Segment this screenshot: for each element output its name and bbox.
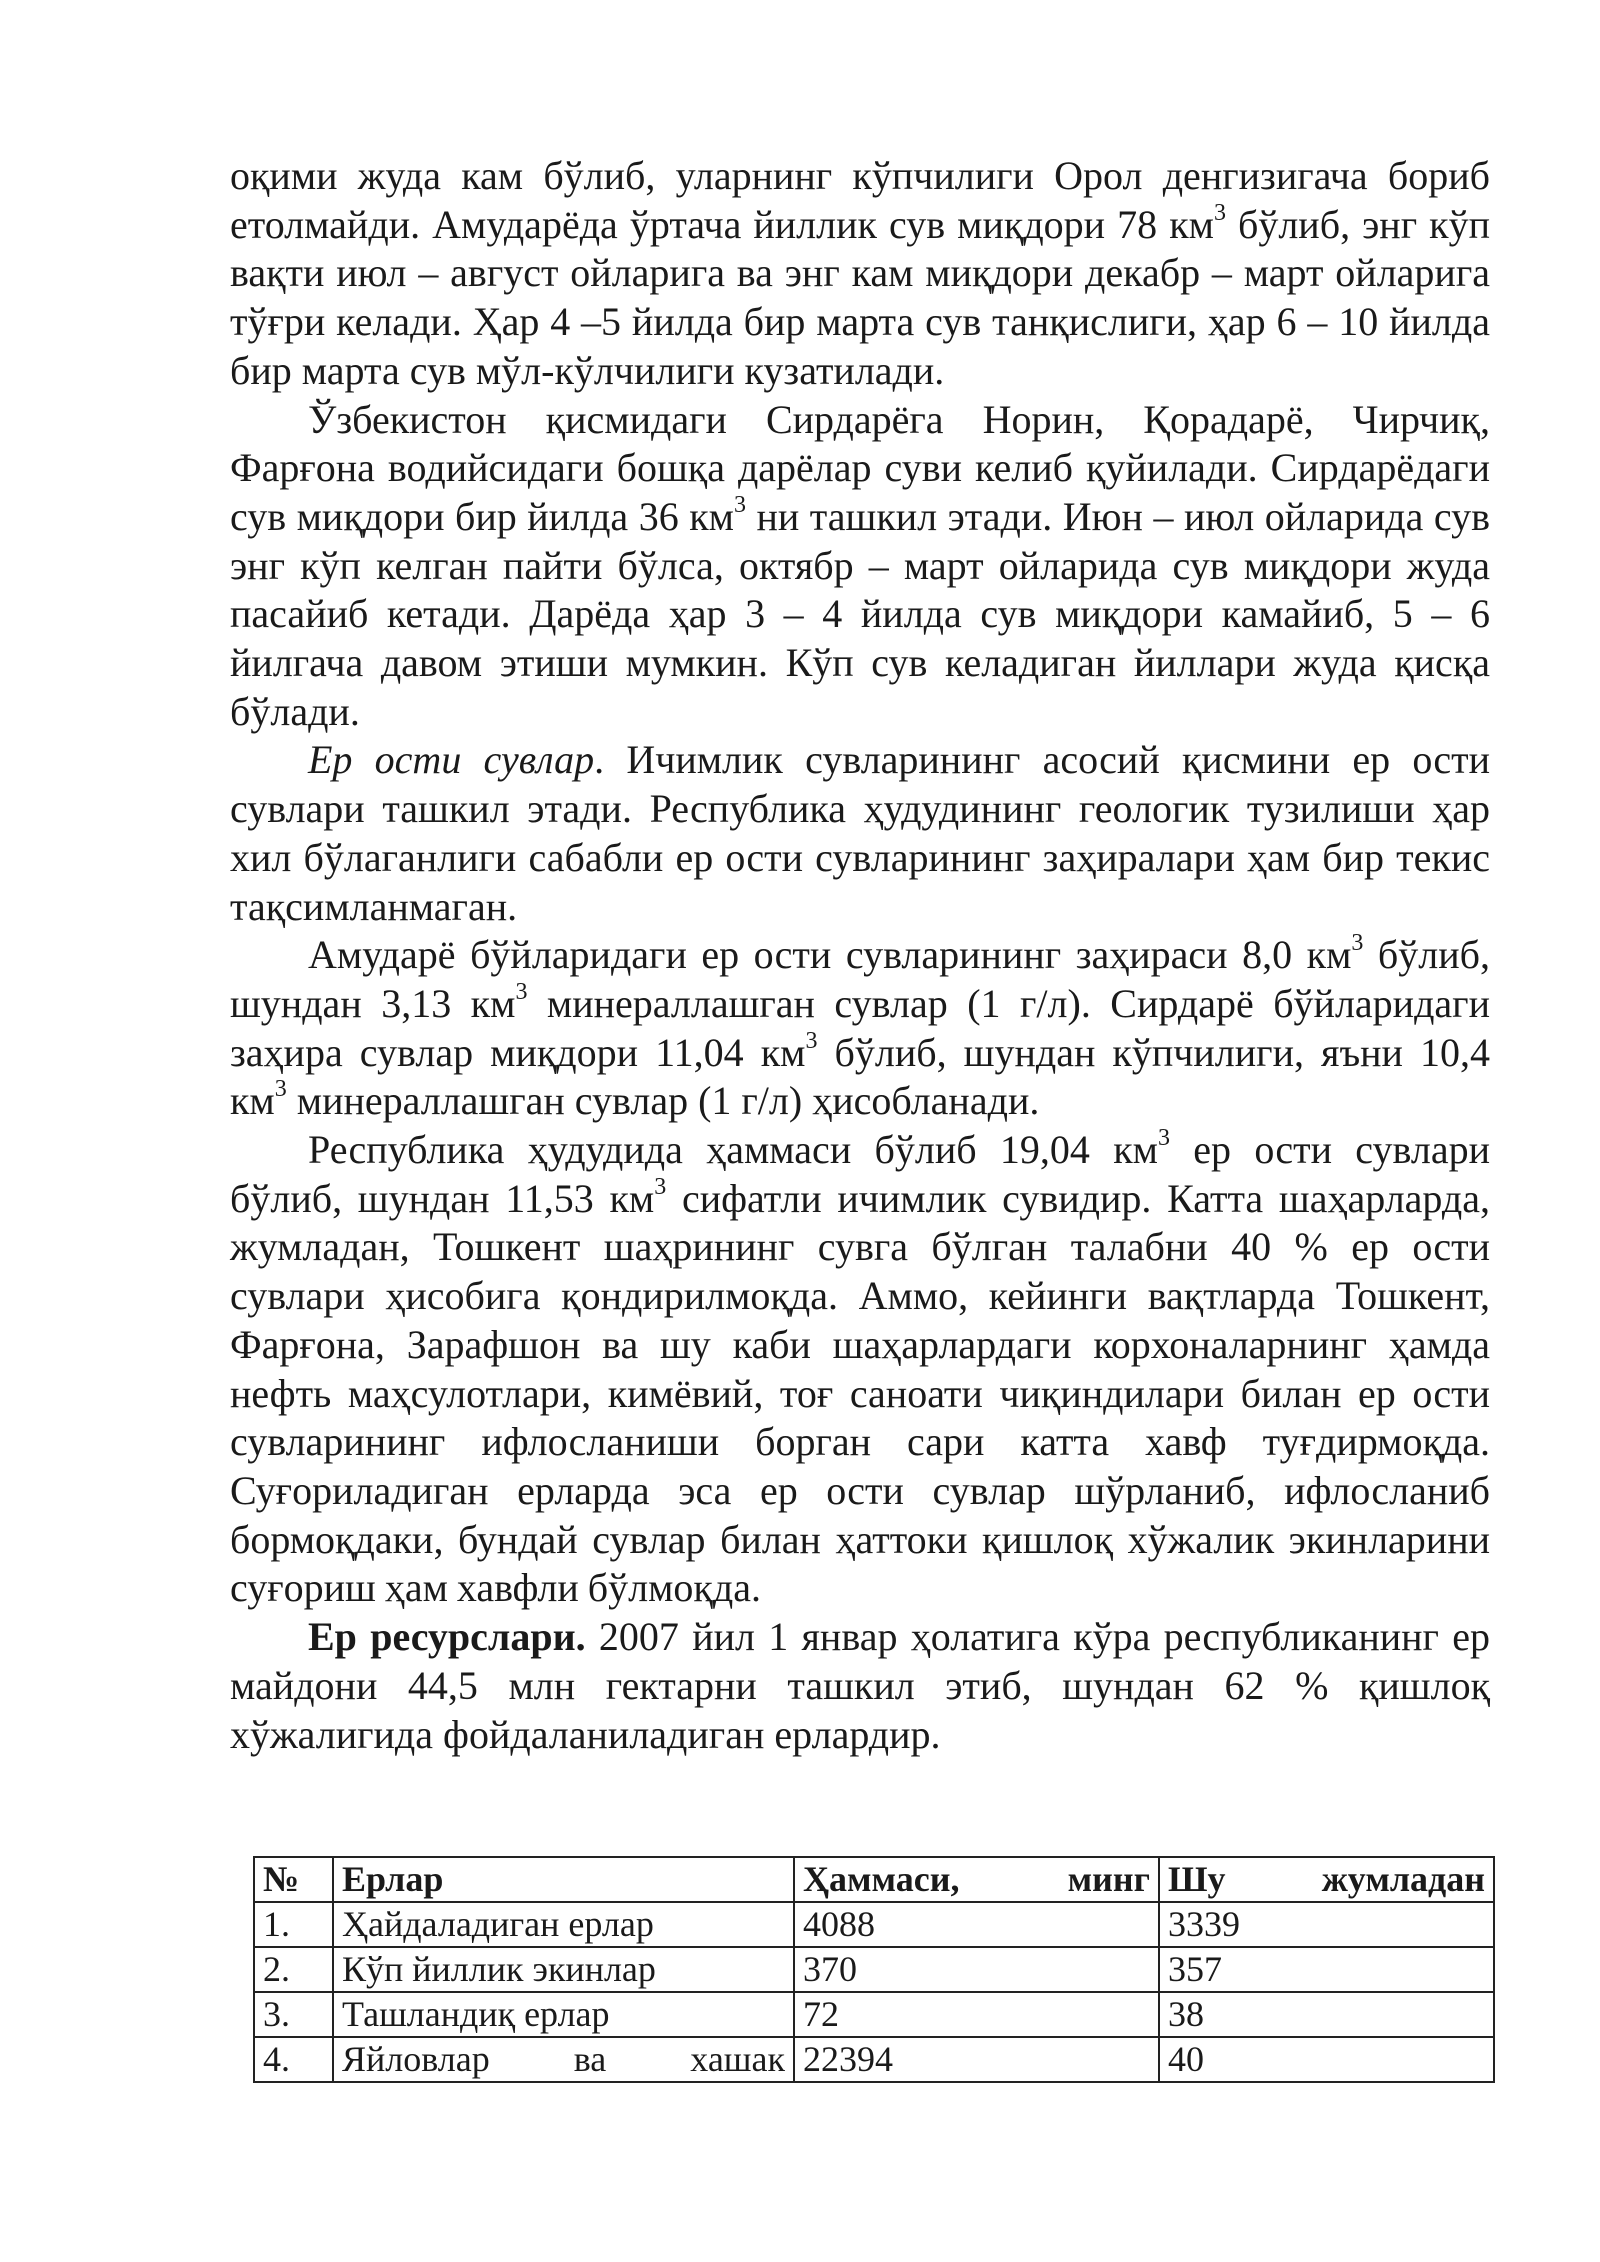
table-row [254, 2037, 1494, 2082]
paragraph-text: бўлиб, шундан кўпчилиги, яъни 10,4 км [230, 1029, 1491, 1124]
land-resources-table [253, 1856, 1495, 2083]
paragraph-rivers-amudarya [230, 152, 1490, 396]
table-header-row [254, 1857, 1494, 1902]
superscript: 3 [1213, 199, 1226, 226]
section-heading-land-resources: Ер ресурслари. [308, 1614, 586, 1660]
paragraph-text: ер ости сувлари бўлиб, шундан 11,53 км [230, 1127, 1490, 1221]
cell-number: 1. [254, 1902, 333, 1947]
header-including [1159, 1857, 1494, 1902]
cell-number: 2. [254, 1947, 333, 1992]
paragraph-text: Амударё бўйларидаги ер ости сувларининг заҳираси 8,0 км [308, 932, 1352, 978]
table-row [254, 1947, 1494, 1992]
paragraph-text: бўлиб, шундан 3,13 км [230, 932, 1490, 1026]
paragraph-groundwater [230, 736, 1490, 931]
superscript: 3 [515, 978, 528, 1005]
superscript: 3 [654, 1173, 667, 1200]
cell-number: 4. [254, 2037, 333, 2082]
cell-total: 370 [794, 1947, 1159, 1992]
cell-including: 38 [1159, 1992, 1494, 2037]
header-total [794, 1857, 1159, 1902]
cell-land [333, 2037, 794, 2082]
document-page [230, 152, 1490, 1759]
section-heading-groundwater: Ер ости сувлар [308, 737, 595, 783]
paragraph-land-resources [230, 1613, 1490, 1759]
superscript: 3 [1157, 1125, 1170, 1152]
paragraph-groundwater-reserves [230, 931, 1490, 1126]
cell-total: 72 [794, 1992, 1159, 2037]
cell-land-part: хашак [690, 2039, 785, 2079]
header-total-text: Ҳаммаси, [803, 1859, 960, 1899]
paragraph-text: . Ичимлик сувларининг асосий қисмини ер ости сувлари ташкил этади. Республика ҳудудининг геологик тузилиши ҳар хил бўлаганлиги сабабли ер ости сувларининг заҳиралари ҳам бир текис тақсимланмаган. [230, 737, 1490, 929]
header-including-unit: жумладан [1321, 1859, 1485, 1899]
paragraph-text: ни ташкил этади. Июн – июл ойларида сув энг кўп келган пайти бўлса, октябр – март ойларида сув миқдори жуда пасайиб кетади. Дарёда ҳар 3 – 4 йилда сув миқдори камайиб, 5 – 6 йилгача давом этиши мумкин. Кўп сув келадиган йиллари жуда қисқа бўлади. [230, 493, 1491, 734]
paragraph-text: сифатли ичимлик сувидир. Катта шаҳарларда, жумладан, Тошкент шаҳрининг сувга бўлган талабни 40 % ер ости сувлари ҳисобига қондирилмоқда. Аммо, кейинги вақтларда Тошкент, Фарғона, Зарафшон ва шу каби шаҳарлардаги корхоналарнинг ҳамда нефть маҳсулотлари, кимёвий, тоғ саноати чиқиндилари билан ер ости сувларининг ифлосланиши борган сари катта хавф туғдирмоқда. Суғориладиган ерларда эса ер ости сувлар шўрланиб, ифлосланиб бормоқдаки, бундай сувлар билан ҳаттоки қишлоқ хўжалик экинларини суғориш ҳам хавфли бўлмоқда. [230, 1175, 1490, 1611]
cell-land: Ҳайдаладиган ерлар [333, 1902, 794, 1947]
header-number: № [254, 1857, 333, 1902]
superscript: 3 [274, 1076, 287, 1103]
cell-total: 22394 [794, 2037, 1159, 2082]
table-row [254, 1902, 1494, 1947]
paragraph-text: Ўзбекистон қисмидаги Сирдарёга Норин, Қорадарё, Чирчиқ, Фарғона водийсидаги бошқа дарёлар суви келиб қуйилади. Сирдарёдаги сув миқдори бир йилда 36 км [230, 396, 1490, 539]
paragraph-text: бўлиб, энг кўп вақти июл – август ойларига ва энг кам миқдори декабр – март ойларига тўғри келади. Ҳар 4 –5 йилда бир марта сув танқислиги, ҳар 6 – 10 йилда бир марта сув мўл-кўлчилиги кузатилади. [230, 201, 1490, 393]
header-including-text: Шу [1168, 1859, 1226, 1899]
superscript: 3 [1351, 930, 1364, 957]
paragraph-text: оқими жуда кам бўлиб, уларнинг кўпчилиги Орол денгизигача бориб етолмайди. Амударёда ўртача йиллик сув миқдори 78 км [230, 153, 1490, 247]
cell-including: 3339 [1159, 1902, 1494, 1947]
paragraph-text: Республика ҳудудида ҳаммаси бўлиб 19,04 км [308, 1127, 1158, 1173]
paragraph-text: минераллашган сувлар (1 г/л). Сирдарё бўйларидаги заҳира сувлар миқдори 11,04 км [230, 980, 1490, 1075]
cell-land-part: ва [573, 2039, 607, 2079]
cell-including: 357 [1159, 1947, 1494, 1992]
cell-land-part: Яйловлар [342, 2039, 490, 2079]
cell-number: 3. [254, 1992, 333, 2037]
paragraph-text: 2007 йил 1 январ ҳолатига кўра республиканинг ер майдони 44,5 млн гектарни ташкил этиб, шундан 62 % қишлоқ хўжалигида фойдаланиладиган ерлардир. [230, 1614, 1490, 1757]
table-row [254, 1992, 1494, 2037]
cell-total: 4088 [794, 1902, 1159, 1947]
paragraph-rivers-syrdarya [230, 396, 1490, 737]
paragraph-text: минераллашган сувлар (1 г/л) ҳисобланади. [286, 1078, 1040, 1124]
cell-including: 40 [1159, 2037, 1494, 2082]
header-total-unit: минг [1067, 1859, 1150, 1899]
cell-land: Кўп йиллик экинлар [333, 1947, 794, 1992]
paragraph-groundwater-pollution [230, 1126, 1490, 1613]
cell-land: Ташландиқ ерлар [333, 1992, 794, 2037]
superscript: 3 [733, 491, 746, 518]
header-land: Ерлар [333, 1857, 794, 1902]
superscript: 3 [805, 1027, 818, 1054]
